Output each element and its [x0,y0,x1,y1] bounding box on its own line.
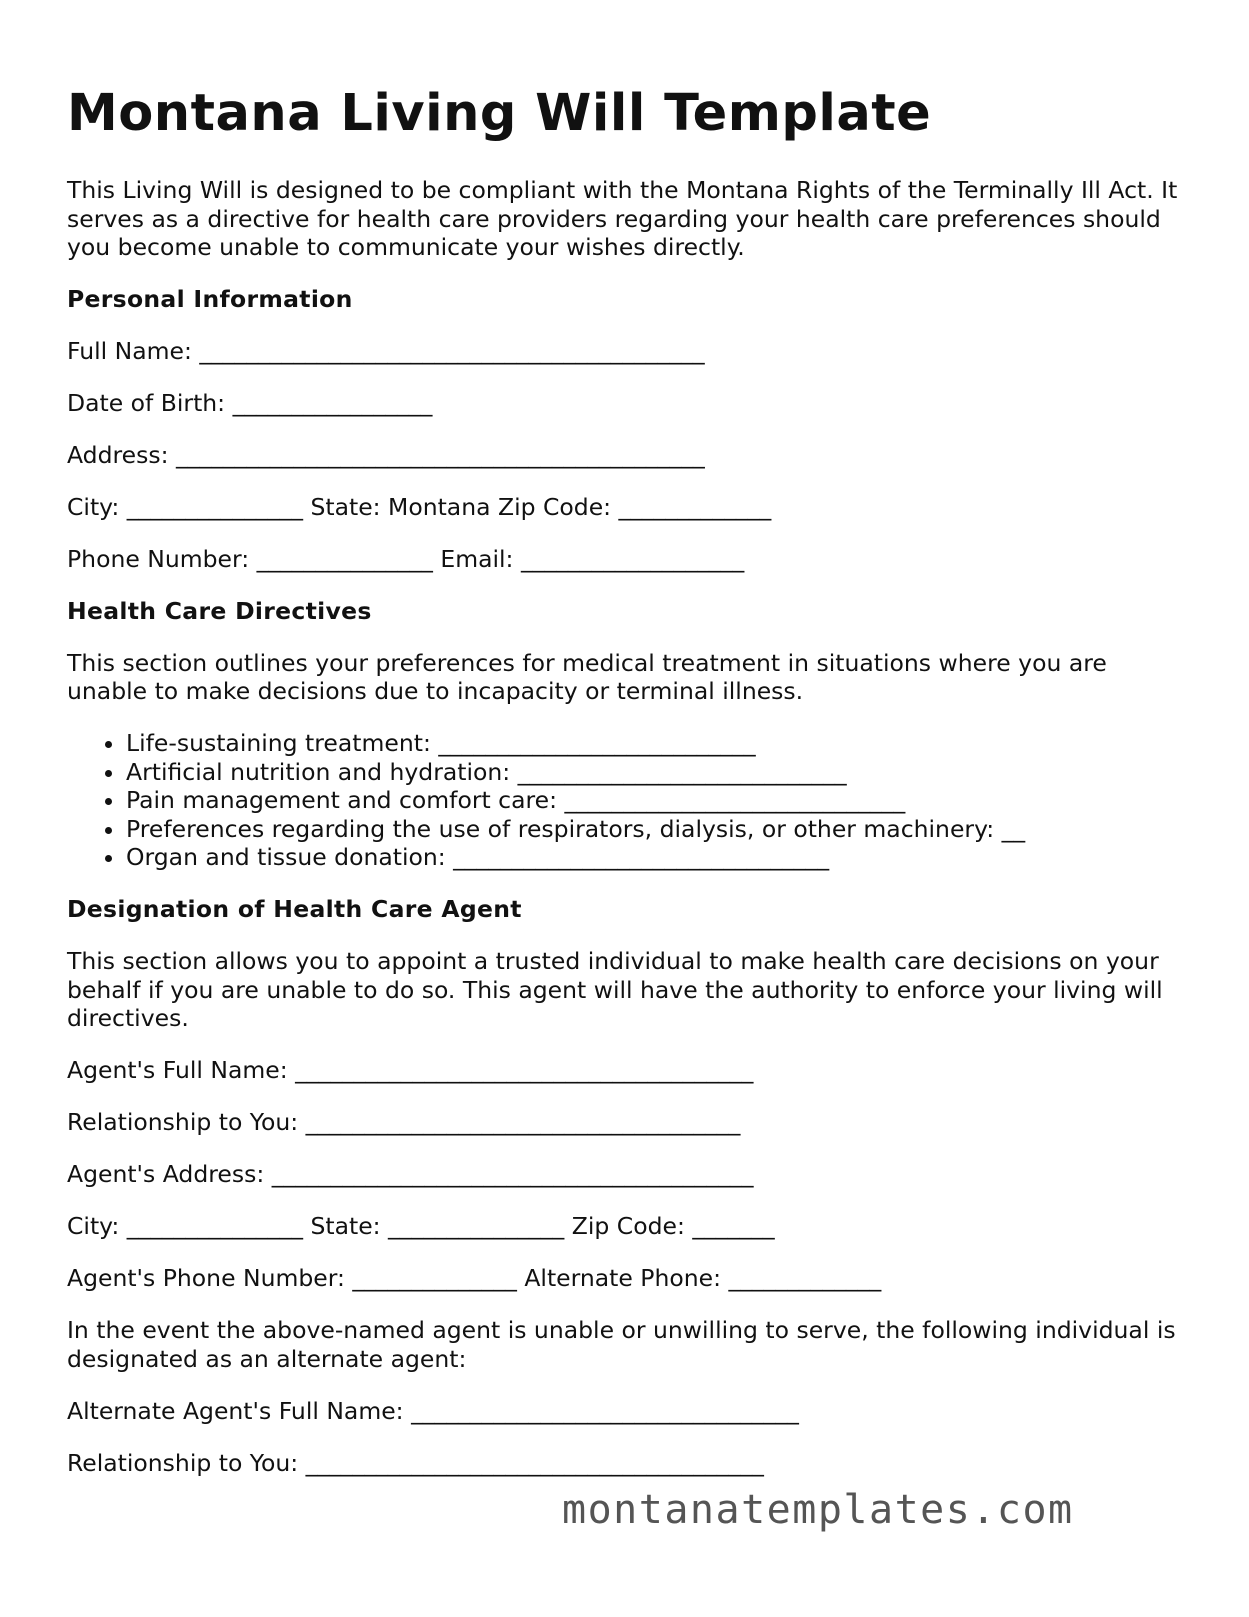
address-field[interactable]: Address: _____________________________________________ [67,440,705,469]
directives-list [67,729,1187,872]
agent-relationship-field[interactable]: Relationship to You: _____________________________________ [67,1108,741,1136]
machinery-preferences-item[interactable]: • Preferences regarding the use of respirators, dialysis, or other machinery: __ [126,815,1187,844]
watermark: montanatemplates.com [562,1487,1074,1533]
document-page [67,78,1187,1501]
personal-information-heading: Personal Information [67,284,353,313]
alternate-agent-relationship-field[interactable]: Relationship to You: _______________________________________ [67,1448,764,1477]
agent-description: This section allows you to appoint a trusted individual to make health care decisions on your behalf if you are unable to do so. This agent will have the authority to enforce your living will directives. [67,947,1163,1032]
health-care-directives-heading: Health Care Directives [67,596,372,625]
date-of-birth-field[interactable]: Date of Birth: _________________ [67,388,433,417]
page-title: Montana Living Will Template [67,84,932,143]
alternate-agent-full-name-field[interactable]: Alternate Agent's Full Name: _________________________________ [67,1396,799,1425]
agent-phone-field[interactable]: Agent's Phone Number: ______________ Alternate Phone: _____________ [67,1264,882,1292]
pain-management-item[interactable]: • Pain management and comfort care: _____________________________ [126,786,1187,815]
life-sustaining-treatment-item[interactable]: • Life-sustaining treatment: ___________________________ [126,729,1187,758]
full-name-field[interactable]: Full Name: ___________________________________________ [67,336,705,365]
agent-city-state-zip-field[interactable]: City: _______________ State: _______________ Zip Code: _______ [67,1212,775,1240]
agent-address-field[interactable]: Agent's Address: _________________________________________ [67,1160,754,1188]
organ-donation-item[interactable]: • Organ and tissue donation: ________________________________ [126,843,1187,872]
city-state-zip-field[interactable]: City: _______________ State: Montana Zip Code: _____________ [67,492,772,521]
phone-email-field[interactable]: Phone Number: _______________ Email: ___________________ [67,544,745,573]
alternate-agent-intro: In the event the above-named agent is unable or unwilling to serve, the following individual is designated as an alternate agent: [67,1316,1176,1373]
intro-paragraph: This Living Will is designed to be compliant with the Montana Rights of the Terminally Ill Act. It serves as a directive for health care providers regarding your health care preferences should you become unable to communicate your wishes directly. [67,176,1178,261]
directives-description: This section outlines your preferences for medical treatment in situations where you are unable to make decisions due to incapacity or terminal illness. [67,648,1107,705]
artificial-nutrition-item[interactable]: • Artificial nutrition and hydration: ____________________________ [126,758,1187,787]
health-care-agent-heading: Designation of Health Care Agent [67,895,522,923]
agent-full-name-field[interactable]: Agent's Full Name: _______________________________________ [67,1056,754,1084]
